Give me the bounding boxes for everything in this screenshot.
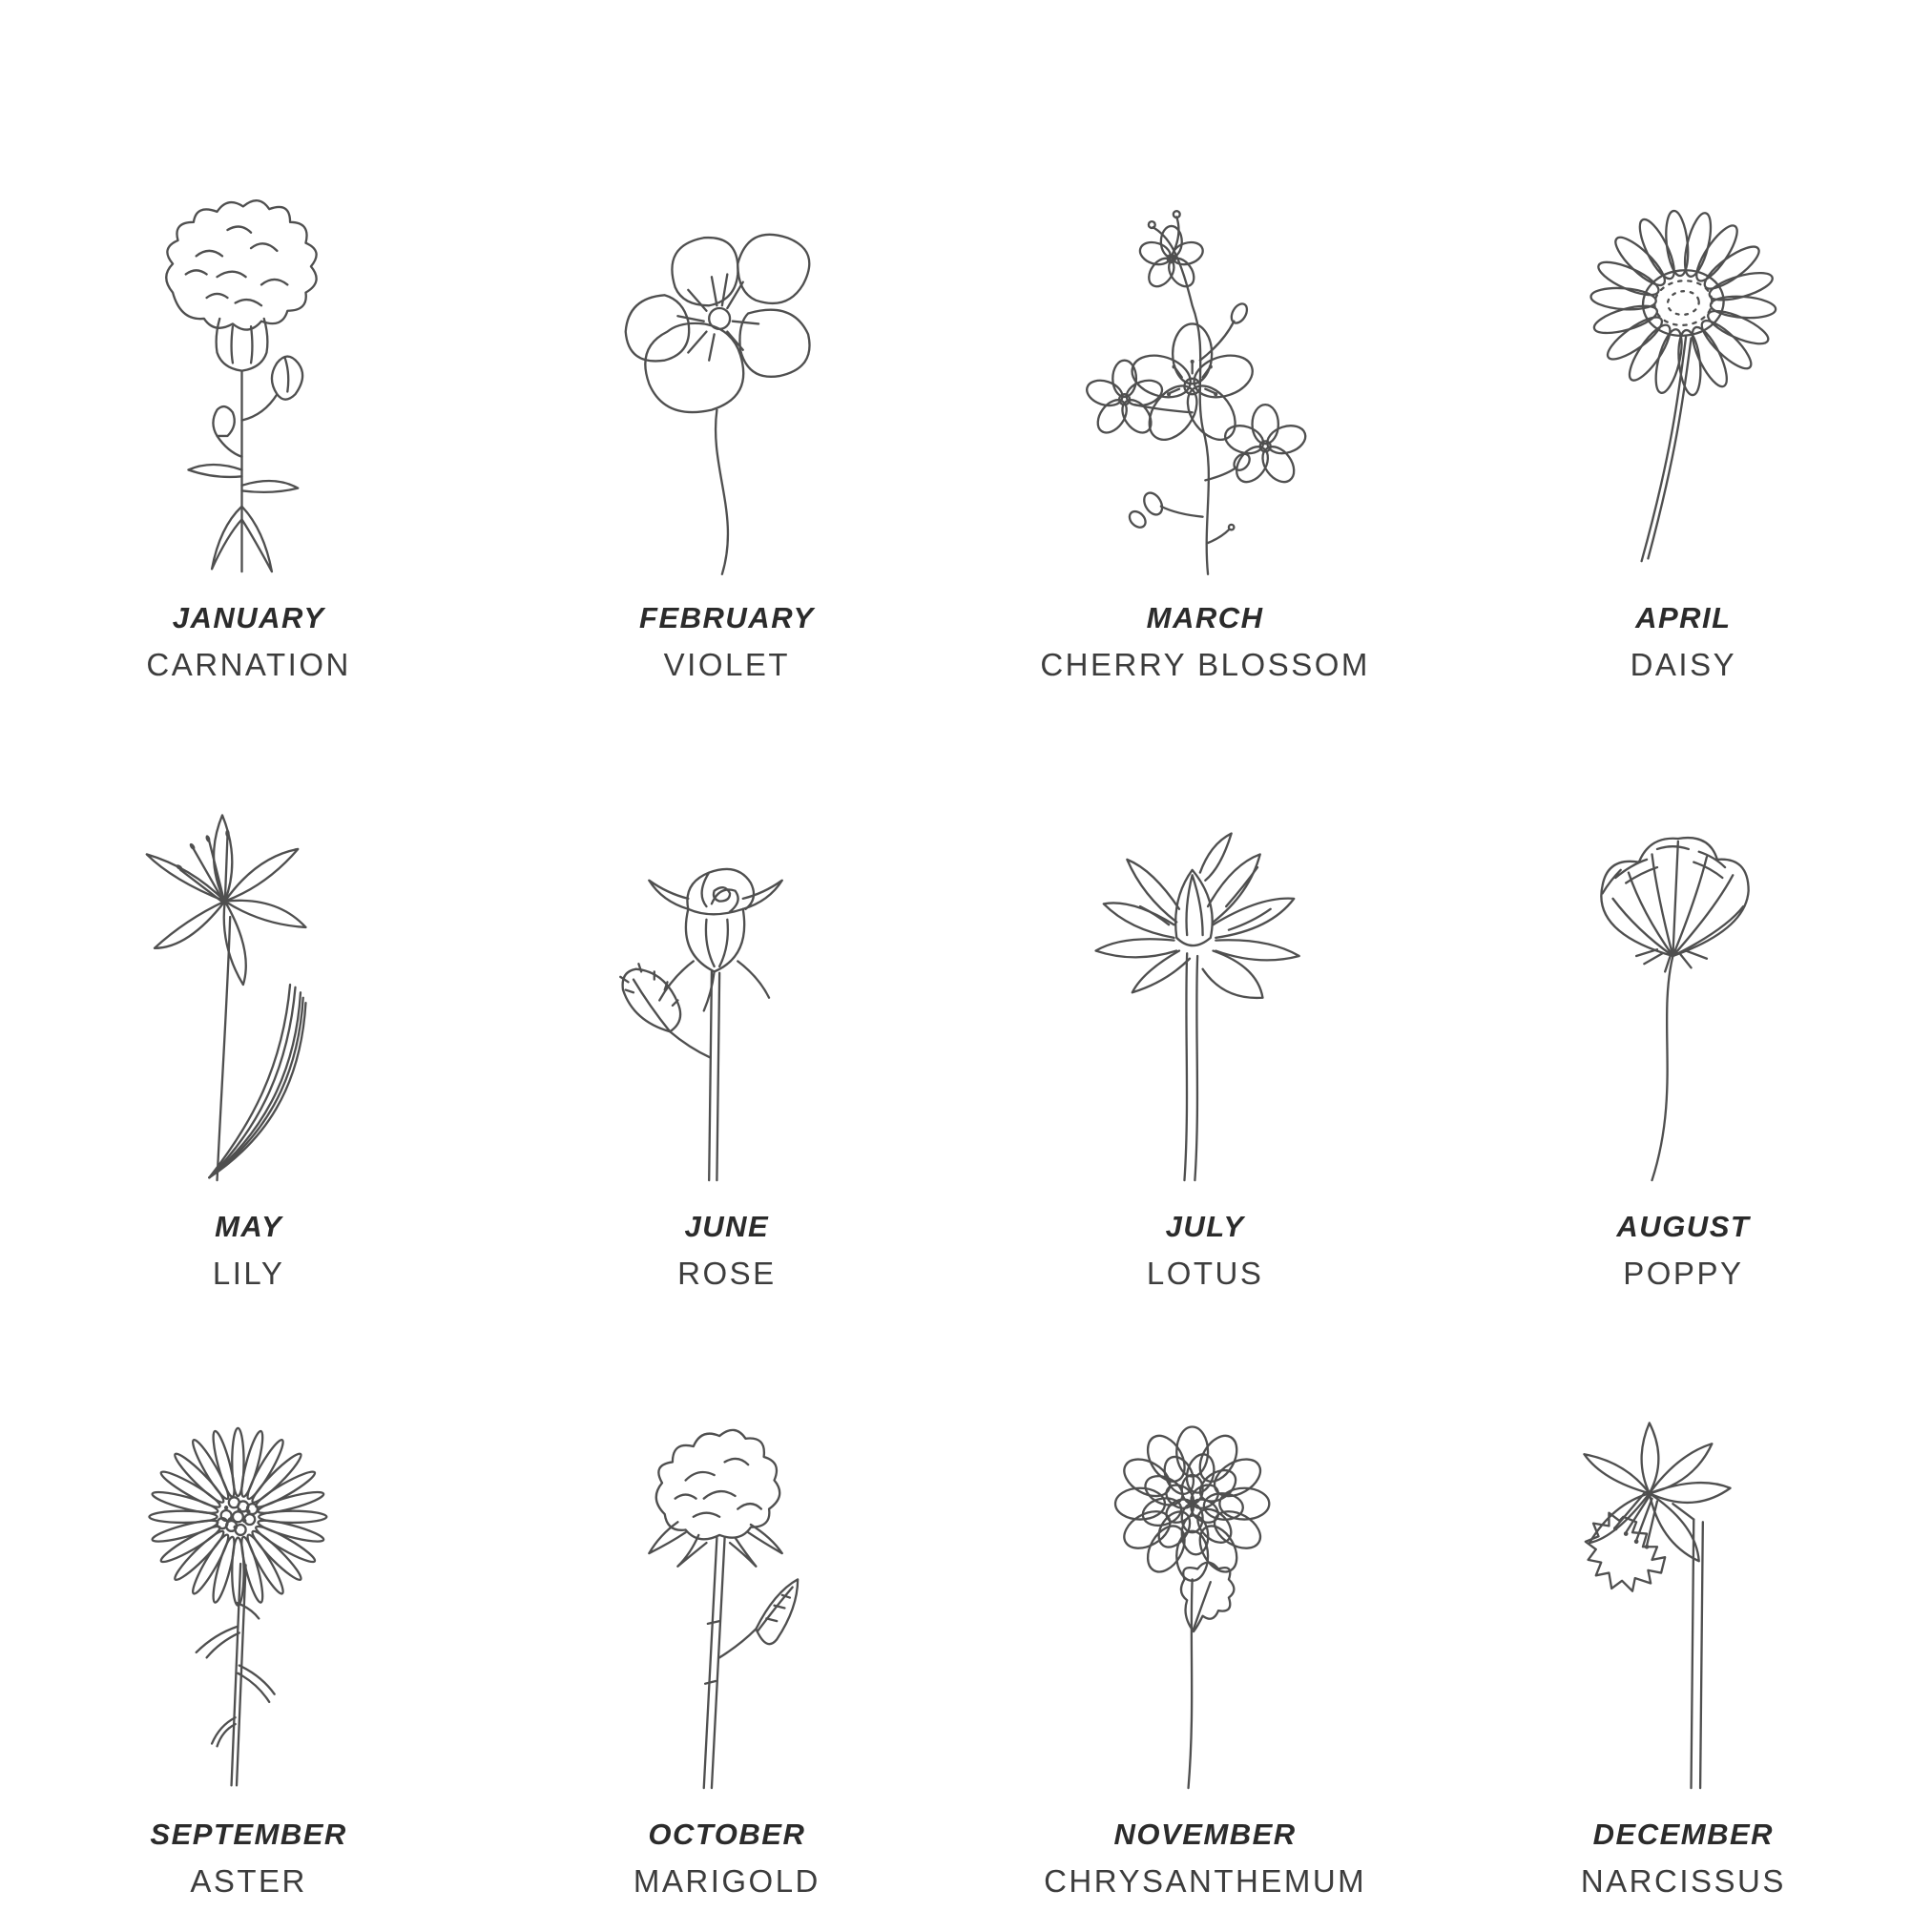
month-label: MAY	[215, 1209, 283, 1243]
cell-november	[966, 1407, 1444, 1932]
cell-september	[10, 1407, 488, 1932]
cherry-blossom-illustration	[1062, 191, 1349, 582]
chrysanthemum-illustration	[1062, 1407, 1349, 1798]
month-label: OCTOBER	[648, 1818, 806, 1852]
violet-illustration	[584, 191, 871, 582]
flower-label: LOTUS	[1146, 1255, 1264, 1291]
cell-june	[488, 800, 966, 1324]
marigold-illustration	[584, 1407, 871, 1798]
month-label: SEPTEMBER	[150, 1818, 347, 1852]
month-label: JUNE	[684, 1209, 770, 1243]
lotus-illustration	[1062, 800, 1349, 1191]
cell-march	[966, 191, 1444, 716]
flower-label: CHRYSANTHEMUM	[1044, 1863, 1367, 1900]
cell-february	[488, 191, 966, 716]
month-label: AUGUST	[1616, 1209, 1751, 1243]
month-label: JULY	[1165, 1209, 1245, 1243]
cell-july	[966, 800, 1444, 1324]
narcissus-illustration	[1540, 1407, 1827, 1798]
cell-may	[10, 800, 488, 1324]
carnation-illustration	[105, 191, 392, 582]
cell-december	[1444, 1407, 1922, 1932]
daisy-illustration	[1540, 191, 1827, 582]
flower-label: ASTER	[190, 1863, 307, 1900]
cell-october	[488, 1407, 966, 1932]
month-label: APRIL	[1635, 601, 1732, 634]
month-label: NOVEMBER	[1113, 1818, 1297, 1852]
flower-label: ROSE	[677, 1255, 777, 1291]
cell-august	[1444, 800, 1922, 1324]
aster-illustration	[105, 1407, 392, 1798]
month-label: FEBRUARY	[639, 601, 815, 634]
flower-label: DAISY	[1630, 647, 1737, 682]
cell-april	[1444, 191, 1922, 716]
flower-label: CHERRY BLOSSOM	[1040, 647, 1370, 682]
flower-label: CARNATION	[146, 647, 351, 682]
lily-illustration	[105, 800, 392, 1191]
flower-label: POPPY	[1623, 1255, 1744, 1291]
month-label: DECEMBER	[1592, 1818, 1775, 1852]
flower-label: MARIGOLD	[633, 1863, 821, 1900]
month-label: MARCH	[1146, 601, 1264, 634]
cell-january	[10, 191, 488, 716]
rose-illustration	[584, 800, 871, 1191]
flower-label: LILY	[212, 1255, 285, 1291]
poppy-illustration	[1540, 800, 1827, 1191]
flower-label: VIOLET	[663, 647, 791, 682]
flower-label: NARCISSUS	[1580, 1863, 1786, 1900]
month-label: JANUARY	[172, 601, 325, 634]
